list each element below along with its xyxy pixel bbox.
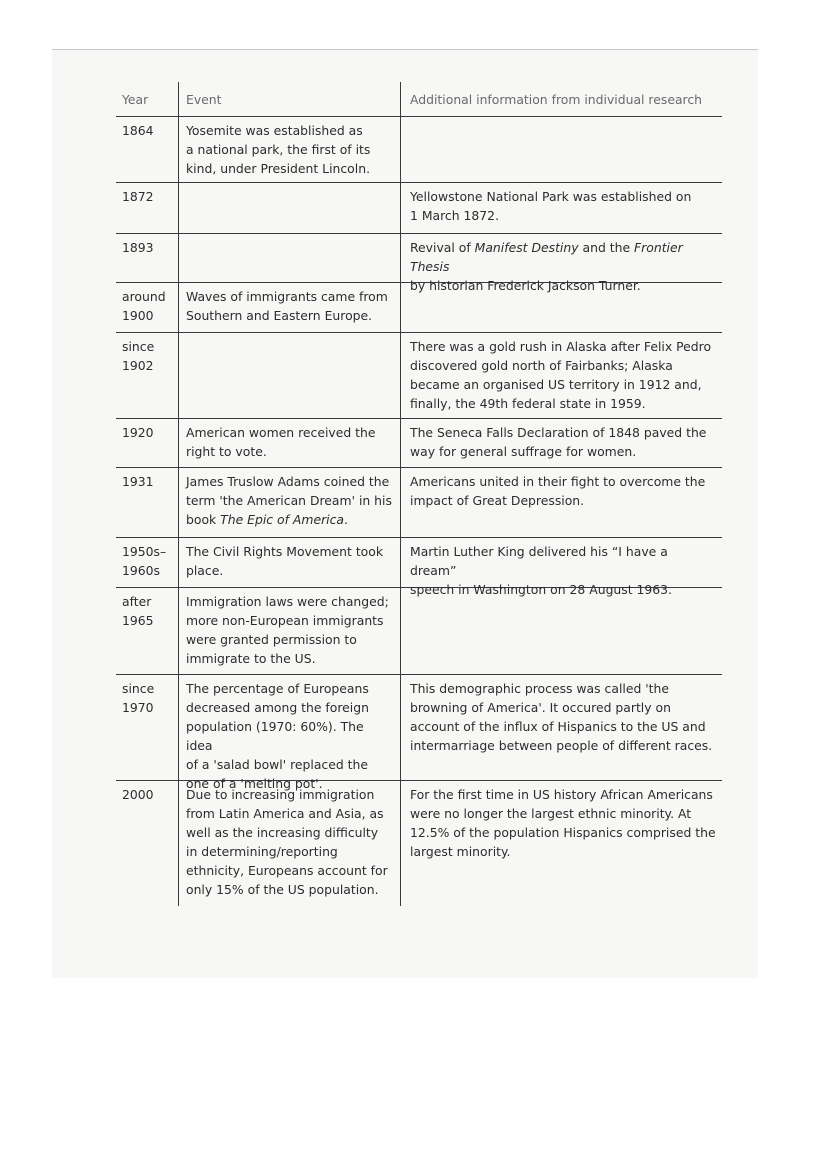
table-row — [116, 283, 722, 333]
info-cell — [400, 588, 722, 674]
table-row — [116, 333, 722, 419]
header-additional-info: Additional information from individual research — [410, 92, 703, 107]
table-row — [116, 117, 722, 183]
event-cell — [178, 234, 400, 282]
info-italic-term: Frontier Thesis — [410, 240, 683, 274]
info-italic-term: Manifest Destiny — [474, 240, 579, 255]
info-cell: This demographic process was called 'the browning of America'. It occured partly on account of the influx of Hispanics to the US and intermarriage between people of different races. — [410, 681, 713, 753]
table-row — [116, 588, 722, 675]
year-cell: 1920 — [122, 425, 154, 440]
info-cell: There was a gold rush in Alaska after Felix Pedro discovered gold north of Fairbanks; Alaska became an organised US territory in 1912 and, finally, the 49th federal state in 1959. — [410, 339, 712, 411]
event-book-title: The Epic of America — [220, 512, 345, 527]
event-cell: The percentage of Europeans decreased among the foreign population (1970: 60%). The idea of a 'salad bowl' replaced the one of a 'melting pot'. — [186, 681, 369, 791]
info-cell — [400, 117, 722, 182]
header-event: Event — [186, 92, 222, 107]
event-cell: The Civil Rights Movement took place. — [186, 544, 384, 578]
table-row — [116, 781, 722, 906]
info-text-segment: by historian Frederick Jackson Turner. — [410, 278, 641, 293]
year-cell: 1893 — [122, 240, 154, 255]
event-cell: Immigration laws were changed; more non-European immigrants were granted permission to immigrate to the US. — [186, 594, 389, 666]
info-text-segment: and the — [578, 240, 635, 255]
table-row — [116, 538, 722, 597]
info-cell: Martin Luther King delivered his “I have a dream” speech in Washington on 28 August 1963. — [410, 544, 673, 597]
table-row — [116, 675, 722, 791]
event-text-segment: James Truslow Adams coined the term 'the American Dream' in his book — [186, 474, 392, 527]
event-cell: Due to increasing immigration from Latin America and Asia, as well as the increasing difficulty in determining/reporting ethnicity, Europeans account for only 15% of the US population. — [186, 787, 388, 897]
year-cell: after 1965 — [122, 594, 154, 628]
info-cell: Yellowstone National Park was established on 1 March 1872. — [410, 189, 692, 223]
timeline-table — [116, 82, 722, 906]
table-row — [116, 468, 722, 538]
event-cell: Waves of immigrants came from Southern and Eastern Europe. — [186, 289, 388, 323]
info-cell — [400, 283, 722, 332]
event-cell — [178, 468, 400, 537]
year-cell: since 1970 — [122, 681, 155, 715]
info-cell: Americans united in their fight to overcome the impact of Great Depression. — [410, 474, 706, 508]
year-cell: 1931 — [122, 474, 154, 489]
year-cell: 1864 — [122, 123, 154, 138]
scan-top-edge — [52, 49, 758, 50]
year-cell: since 1902 — [122, 339, 155, 373]
table-row — [116, 419, 722, 468]
table-row — [116, 183, 722, 234]
header-year: Year — [122, 92, 149, 107]
info-cell: For the first time in US history African Americans were no longer the largest ethnic minority. At 12.5% of the population Hispanics comprised the largest minority. — [410, 787, 716, 859]
event-cell: Yosemite was established as a national park, the first of its kind, under President Lincoln. — [186, 123, 371, 176]
event-text-segment: . — [344, 512, 348, 527]
table-row — [116, 234, 722, 293]
table-header-row — [116, 82, 722, 117]
info-cell — [400, 234, 722, 293]
year-cell: around 1900 — [122, 289, 166, 323]
year-cell: 1950s– 1960s — [122, 544, 167, 578]
event-cell — [178, 183, 400, 233]
year-cell: 1872 — [122, 189, 154, 204]
info-cell: The Seneca Falls Declaration of 1848 paved the way for general suffrage for women. — [410, 425, 707, 459]
event-cell: American women received the right to vote. — [186, 425, 376, 459]
event-cell — [178, 333, 400, 418]
info-text-segment: Revival of — [410, 240, 475, 255]
year-cell: 2000 — [122, 787, 154, 802]
